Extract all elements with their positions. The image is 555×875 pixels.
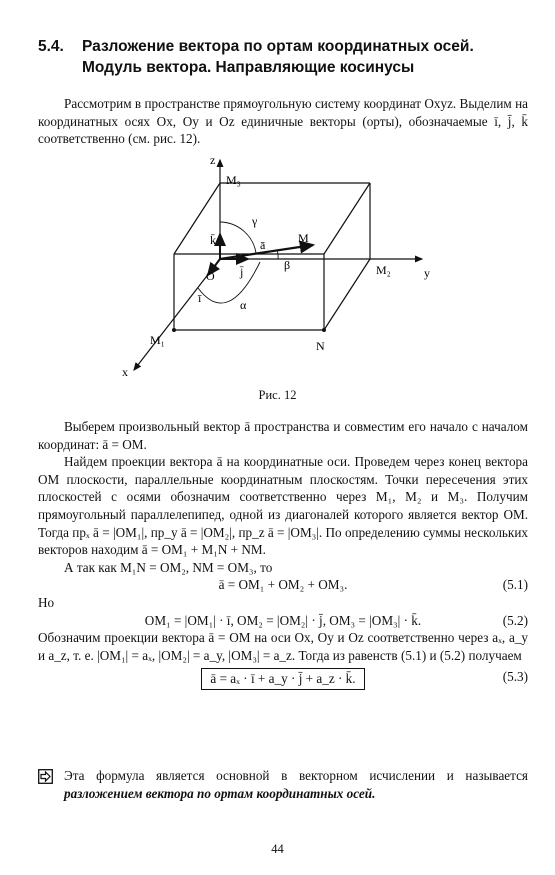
equation-text: ā = OM₁ + OM₂ + OM₃.	[218, 577, 348, 593]
note-emphasis: разложением вектора по ортам координатных осей.	[64, 785, 376, 801]
label-y: y	[424, 266, 430, 280]
equation-text: OM₁ = |OM₁| · ī, OM₂ = |OM₂| · j̄, OM₃ = |OM₃| · k̄.	[144, 612, 422, 628]
section-title-line2: Модуль вектора. Направляющие косинусы	[82, 59, 415, 76]
label-j: j̄	[240, 265, 244, 279]
section-number: 5.4.	[38, 38, 64, 55]
paragraph-text: Но	[38, 594, 55, 610]
paragraph-text: Рассмотрим в пространстве прямоугольную систему координат Oxyz. Выделим на координатных осях Ox, Oy и Oz единичные векторы (орты), обозначаемые ī, j̄, k̄ соответственно (см. рис. 12).	[38, 96, 528, 147]
label-origin: O	[206, 269, 215, 283]
equation-number: (5.2)	[502, 612, 528, 628]
box-edges	[174, 183, 370, 330]
equation-number: (5.3)	[502, 669, 528, 685]
label-m: M	[298, 231, 309, 245]
label-m3: M₃	[226, 173, 241, 187]
paragraph-text: А так как M₁N = OM₂, NM = OM₃, то	[64, 559, 273, 575]
label-k: k̄	[210, 233, 216, 247]
label-a: ā	[260, 238, 266, 252]
label-beta: β	[284, 258, 291, 272]
key-note	[38, 767, 528, 802]
paragraph-text: Обозначим проекции вектора ā = OM на оси Ox, Oy и Oz соответственно через aₓ, a_y и a_z, т. е. |OM₁| = aₓ, |OM₂| = a_y, |OM₃| = a_z. Тогда из равенств (5.1) и (5.2) получаем	[38, 630, 528, 663]
section-title-line1: Разложение вектора по ортам координатных осей.	[82, 38, 474, 55]
figure-caption: Рис. 12	[258, 388, 297, 402]
vector-om	[220, 245, 313, 259]
equation-5-1	[38, 576, 528, 594]
equation-5-3	[38, 668, 528, 690]
label-i: ī	[198, 291, 202, 305]
section-title	[38, 36, 533, 78]
paragraph-text: Выберем произвольный вектор ā пространства и совместим его начало с началом координат: ā = OM.	[38, 419, 528, 452]
note-text: Эта формула является основной в векторном исчислении и называется	[64, 768, 528, 783]
label-m1: M₁	[150, 333, 165, 347]
label-m2: M₂	[376, 263, 391, 277]
paragraph-text: Найдем проекции вектора ā на координатные оси. Проведем через конец вектора OM плоскости, параллельные координатным плоскостям. Точки пересечения этих плоскостей с осями обозначим соответственно через M₁, M₂ и M₃. Получим прямоугольный параллелепипед, одной из диагоналей которого является вектор OM. Тогда прₓ ā = |OM₁|, пр_y ā = |OM₂|, пр_z ā = |OM₃|. По определению суммы нескольких векторов находим ā = OM₁ + M₁N + NM.	[38, 454, 528, 558]
intro-paragraph	[38, 95, 528, 148]
label-z: z	[210, 153, 216, 167]
label-alpha: α	[240, 298, 247, 312]
equation-number: (5.1)	[502, 577, 528, 593]
equation-5-2	[38, 612, 528, 630]
page-number: 44	[271, 842, 284, 856]
label-n: N	[316, 339, 325, 353]
label-x: x	[122, 365, 128, 379]
label-gamma: γ	[252, 214, 258, 228]
arrow-box-icon	[38, 769, 53, 784]
equation-text: ā = aₓ · ī + a_y · j̄ + a_z · k̄.	[201, 668, 364, 690]
figure-parallelepiped	[110, 152, 440, 387]
main-text	[38, 418, 528, 690]
